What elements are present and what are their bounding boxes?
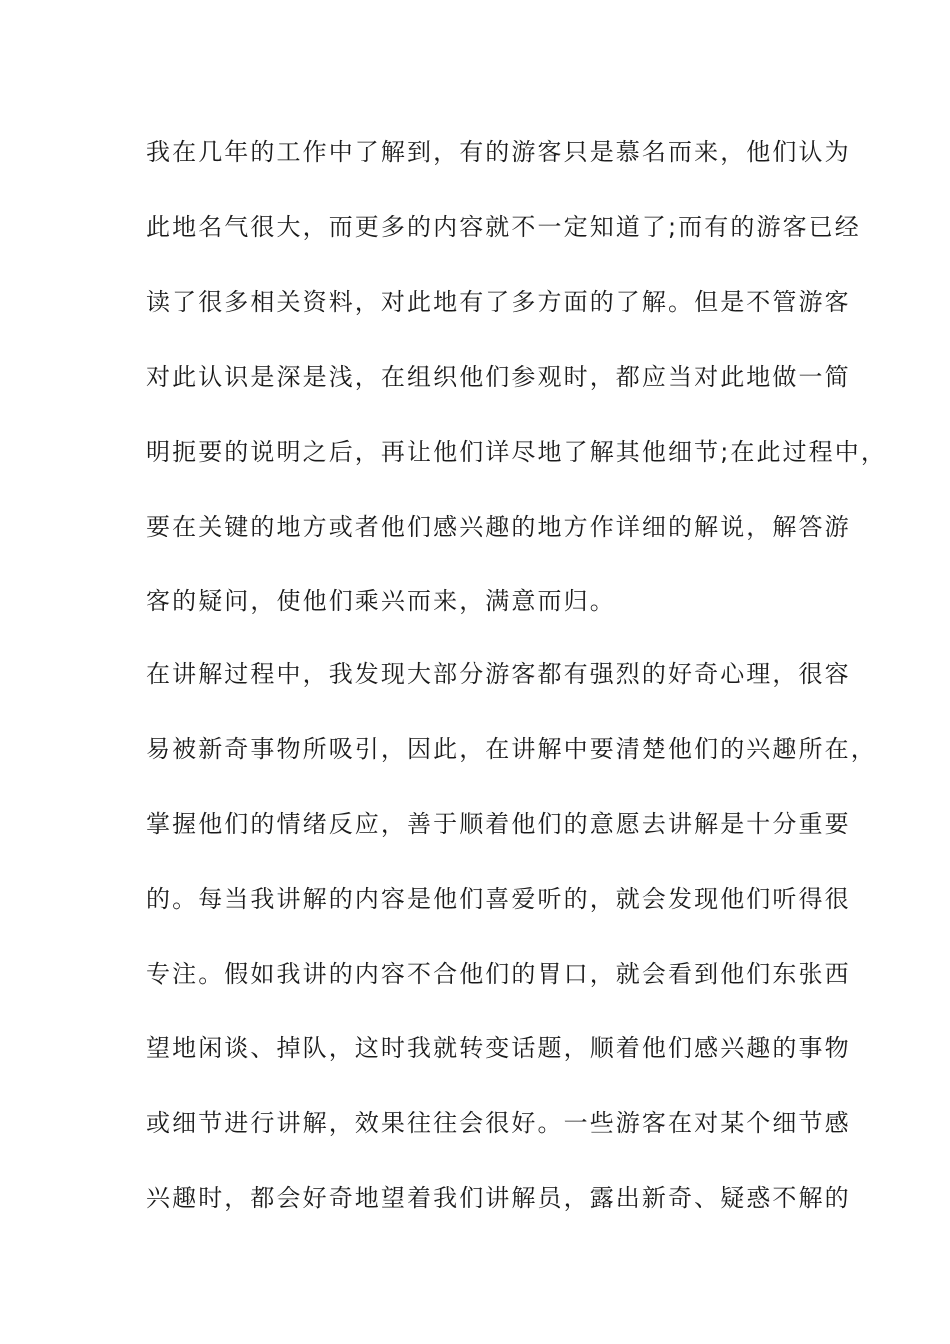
text-line: 专注。假如我讲的内容不合他们的胃口，就会看到他们东张西 <box>146 960 851 988</box>
text-line: 对此认识是深是浅，在组织他们参观时，都应当对此地做一简 <box>146 363 851 391</box>
text-line: 的。每当我讲解的内容是他们喜爱听的，就会发现他们听得很 <box>146 885 851 913</box>
text-line: 兴趣时，都会好奇地望着我们讲解员，露出新奇、疑惑不解的 <box>146 1184 851 1212</box>
text-line: 掌握他们的情绪反应，善于顺着他们的意愿去讲解是十分重要 <box>146 810 851 838</box>
text-line: 此地名气很大，而更多的内容就不一定知道了;而有的游客已经 <box>146 213 861 241</box>
text-line: 读了很多相关资料，对此地有了多方面的了解。但是不管游客 <box>146 288 851 316</box>
text-line: 在讲解过程中，我发现大部分游客都有强烈的好奇心理，很容 <box>146 660 851 688</box>
text-line: 明扼要的说明之后，再让他们详尽地了解其他细节;在此过程中， <box>146 438 887 466</box>
text-line: 望地闲谈、掉队，这时我就转变话题，顺着他们感兴趣的事物 <box>146 1034 851 1062</box>
text-line: 要在关键的地方或者他们感兴趣的地方作详细的解说，解答游 <box>146 513 851 541</box>
text-line: 我在几年的工作中了解到，有的游客只是慕名而来，他们认为 <box>146 138 851 166</box>
text-line: 易被新奇事物所吸引，因此，在讲解中要清楚他们的兴趣所在， <box>146 735 877 763</box>
text-line: 或细节进行讲解，效果往往会很好。一些游客在对某个细节感 <box>146 1109 851 1137</box>
text-line: 客的疑问，使他们乘兴而来，满意而归。 <box>146 587 616 615</box>
